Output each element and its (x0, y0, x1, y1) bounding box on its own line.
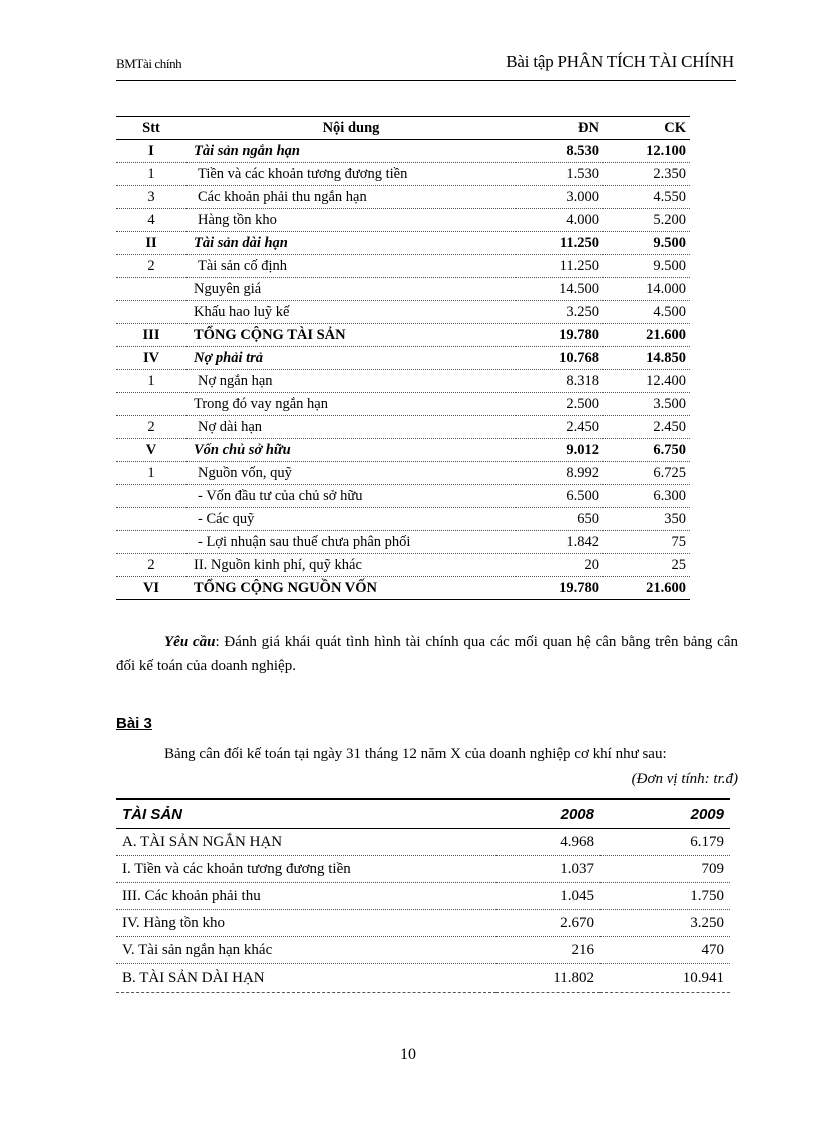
row-dn: 10.768 (516, 347, 603, 370)
col-header-stt: Stt (116, 117, 186, 140)
row-2009: 709 (600, 856, 730, 883)
row-dn: 1.530 (516, 163, 603, 186)
row-2009: 1.750 (600, 883, 730, 910)
row-stt (116, 508, 186, 531)
row-dn: 3.000 (516, 186, 603, 209)
row-stt: 1 (116, 370, 186, 393)
row-stt: 2 (116, 255, 186, 278)
requirement-text: : Đánh giá khái quát tình hình tài chính qua các mối quan hệ cân bằng trên bảng cân đối kế toán của doanh nghiệp. (116, 634, 738, 674)
table-row (116, 393, 690, 416)
row-dn: 6.500 (516, 485, 603, 508)
row-2009: 3.250 (600, 910, 730, 937)
row-2009: 6.179 (600, 829, 730, 856)
header-title: Bài tập PHÂN TÍCH TÀI CHÍNH (506, 52, 734, 71)
row-dn: 20 (516, 554, 603, 577)
col-header-dn: ĐN (516, 117, 603, 140)
row-stt (116, 485, 186, 508)
row-content: Tiền và các khoản tương đương tiền (186, 163, 516, 186)
header-department: BMTài chính (116, 56, 182, 71)
row-ck: 2.350 (603, 163, 690, 186)
row-label: I. Tiền và các khoản tương đương tiền (116, 856, 496, 883)
row-ck: 2.450 (603, 416, 690, 439)
row-dn: 8.318 (516, 370, 603, 393)
row-dn: 11.250 (516, 255, 603, 278)
page-header (116, 52, 736, 81)
row-dn: 14.500 (516, 278, 603, 301)
row-dn: 19.780 (516, 577, 603, 600)
row-content: - Các quỹ (186, 508, 516, 531)
row-content: Tài sản ngắn hạn (186, 140, 516, 163)
table-row (116, 416, 690, 439)
row-2008: 4.968 (496, 829, 600, 856)
row-dn: 3.250 (516, 301, 603, 324)
row-dn: 8.530 (516, 140, 603, 163)
row-content: Tài sản cố định (186, 255, 516, 278)
row-ck: 75 (603, 531, 690, 554)
table-row (116, 937, 730, 964)
row-stt (116, 278, 186, 301)
row-ck: 9.500 (603, 255, 690, 278)
row-content: Hàng tồn kho (186, 209, 516, 232)
row-content: Nợ dài hạn (186, 416, 516, 439)
col-header-2008: 2008 (496, 799, 600, 829)
row-stt: 2 (116, 554, 186, 577)
table-row (116, 883, 730, 910)
table-row (116, 462, 690, 485)
table-row (116, 278, 690, 301)
exercise-title: Bài 3 (116, 715, 152, 732)
row-stt: V (116, 439, 186, 462)
row-2008: 11.802 (496, 964, 600, 993)
row-ck: 6.300 (603, 485, 690, 508)
row-2008: 1.037 (496, 856, 600, 883)
row-ck: 25 (603, 554, 690, 577)
row-2009: 10.941 (600, 964, 730, 993)
table-row (116, 577, 690, 600)
row-stt: I (116, 140, 186, 163)
table-row (116, 186, 690, 209)
row-label: A. TÀI SẢN NGẮN HẠN (116, 829, 496, 856)
requirement-paragraph (116, 630, 738, 678)
row-stt (116, 393, 186, 416)
table-row (116, 140, 690, 163)
row-content: Nguyên giá (186, 278, 516, 301)
row-2008: 2.670 (496, 910, 600, 937)
row-content: Vốn chủ sở hữu (186, 439, 516, 462)
table-row (116, 301, 690, 324)
row-dn: 4.000 (516, 209, 603, 232)
table-row (116, 964, 730, 993)
col-header-asset: TÀI SẢN (116, 799, 496, 829)
table-row (116, 829, 730, 856)
row-content: - Lợi nhuận sau thuế chưa phân phối (186, 531, 516, 554)
row-label: III. Các khoản phải thu (116, 883, 496, 910)
row-content: Các khoản phải thu ngắn hạn (186, 186, 516, 209)
col-header-content: Nội dung (186, 117, 516, 140)
row-content: - Vốn đầu tư của chủ sở hữu (186, 485, 516, 508)
row-ck: 14.000 (603, 278, 690, 301)
row-content: Trong đó vay ngắn hạn (186, 393, 516, 416)
row-dn: 8.992 (516, 462, 603, 485)
table-row (116, 324, 690, 347)
row-content: Tài sản dài hạn (186, 232, 516, 255)
row-dn: 2.450 (516, 416, 603, 439)
table-row (116, 163, 690, 186)
row-dn: 11.250 (516, 232, 603, 255)
row-stt: 2 (116, 416, 186, 439)
row-ck: 21.600 (603, 324, 690, 347)
row-ck: 350 (603, 508, 690, 531)
row-ck: 12.100 (603, 140, 690, 163)
row-stt: 4 (116, 209, 186, 232)
table-row (116, 485, 690, 508)
row-ck: 6.725 (603, 462, 690, 485)
row-label: B. TÀI SẢN DÀI HẠN (116, 964, 496, 993)
exercise-intro: Bảng cân đối kế toán tại ngày 31 tháng 12 năm X của doanh nghiệp cơ khí như sau: (164, 746, 667, 762)
balance-table-1 (116, 116, 690, 600)
balance-table-2 (116, 798, 730, 993)
table-row (116, 439, 690, 462)
unit-note: (Đơn vị tính: tr.đ) (631, 771, 738, 787)
col-header-ck: CK (603, 117, 690, 140)
table-row (116, 255, 690, 278)
table-row (116, 508, 690, 531)
table-row (116, 531, 690, 554)
table1-header-row (116, 117, 690, 140)
row-label: V. Tài sản ngắn hạn khác (116, 937, 496, 964)
row-stt: VI (116, 577, 186, 600)
row-content: TỔNG CỘNG TÀI SẢN (186, 324, 516, 347)
row-dn: 1.842 (516, 531, 603, 554)
row-stt (116, 301, 186, 324)
row-ck: 5.200 (603, 209, 690, 232)
table-row (116, 856, 730, 883)
row-2009: 470 (600, 937, 730, 964)
row-ck: 12.400 (603, 370, 690, 393)
row-ck: 6.750 (603, 439, 690, 462)
row-stt: 1 (116, 462, 186, 485)
row-dn: 19.780 (516, 324, 603, 347)
table-row (116, 910, 730, 937)
table2-header-row (116, 799, 730, 829)
row-stt: IV (116, 347, 186, 370)
row-dn: 2.500 (516, 393, 603, 416)
row-stt (116, 531, 186, 554)
page-number: 10 (400, 1046, 416, 1063)
row-content: Nguồn vốn, quỹ (186, 462, 516, 485)
row-stt: III (116, 324, 186, 347)
col-header-2009: 2009 (600, 799, 730, 829)
row-content: Khấu hao luỹ kế (186, 301, 516, 324)
row-stt: II (116, 232, 186, 255)
row-dn: 9.012 (516, 439, 603, 462)
row-content: II. Nguồn kinh phí, quỹ khác (186, 554, 516, 577)
table-row (116, 209, 690, 232)
table-row (116, 554, 690, 577)
row-label: IV. Hàng tồn kho (116, 910, 496, 937)
row-stt: 3 (116, 186, 186, 209)
row-ck: 9.500 (603, 232, 690, 255)
row-content: Nợ phải trả (186, 347, 516, 370)
requirement-label: Yêu cầu (164, 634, 216, 650)
row-ck: 4.500 (603, 301, 690, 324)
table-row (116, 370, 690, 393)
row-dn: 650 (516, 508, 603, 531)
row-content: TỔNG CỘNG NGUỒN VỐN (186, 577, 516, 600)
row-ck: 21.600 (603, 577, 690, 600)
row-stt: 1 (116, 163, 186, 186)
row-ck: 4.550 (603, 186, 690, 209)
row-ck: 3.500 (603, 393, 690, 416)
table-row (116, 347, 690, 370)
row-content: Nợ ngắn hạn (186, 370, 516, 393)
table-row (116, 232, 690, 255)
row-2008: 216 (496, 937, 600, 964)
row-ck: 14.850 (603, 347, 690, 370)
row-2008: 1.045 (496, 883, 600, 910)
